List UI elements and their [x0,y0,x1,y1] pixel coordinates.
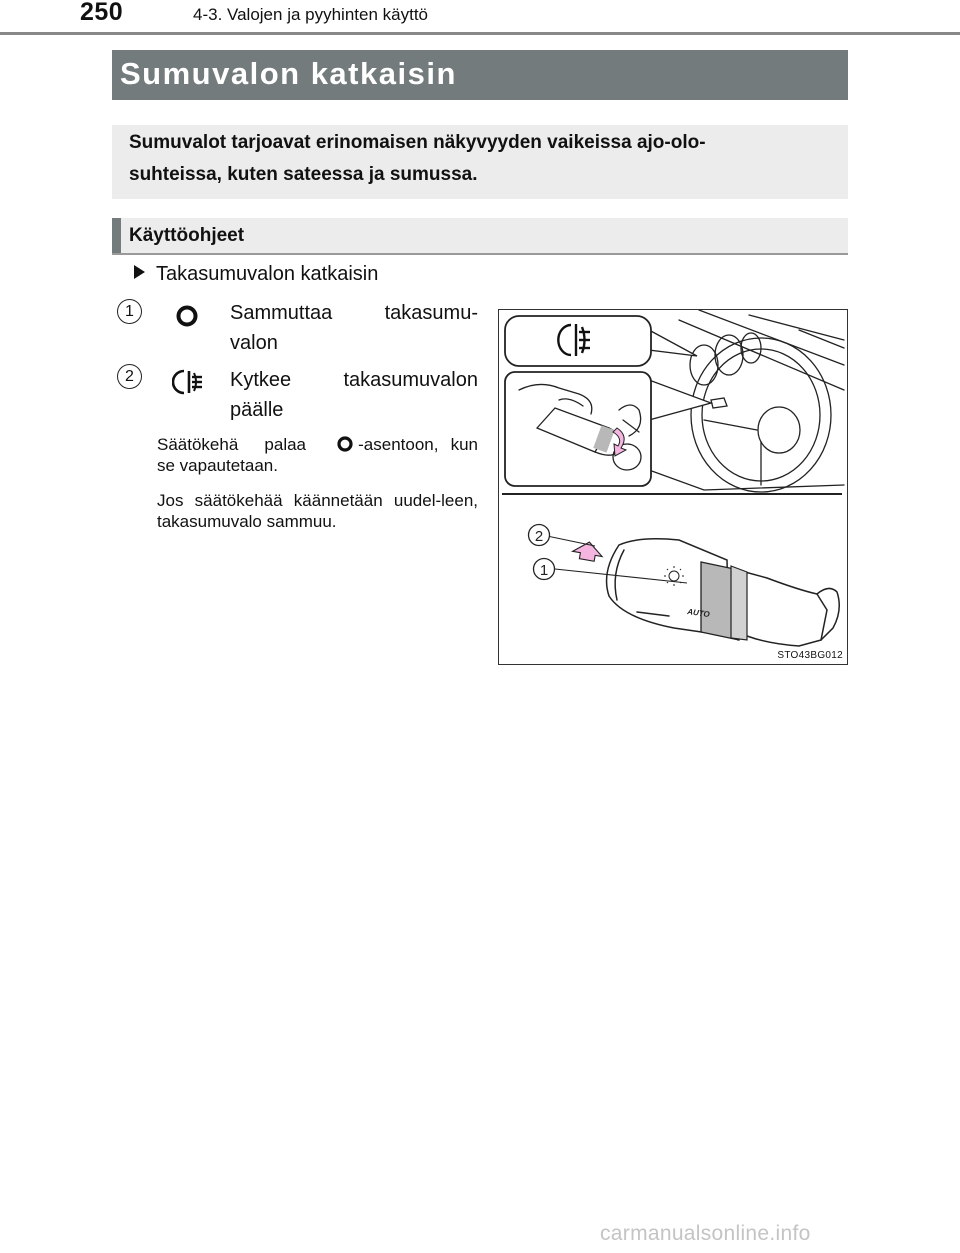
callout-number-2: 2 [534,528,544,545]
rear-fog-light-icon [172,367,206,397]
note-1-end: -asentoon, kun se vapautetaan. [157,435,479,475]
step-text-2: Kytkee takasumuvalon päälle [230,369,478,421]
step-text-1: Sammuttaa takasumu-valon [230,302,478,354]
note-1-start: Säätökehä palaa [157,435,307,454]
triangle-bullet-icon [134,265,145,279]
subhead-title: Käyttöohjeet [129,225,245,246]
header-rule [0,32,960,35]
off-ring-inline-icon [334,435,356,453]
step-number-2: 2 [117,364,142,389]
subhead-bar [112,218,848,255]
watermark-link[interactable]: carmanualsonline.info [600,1222,811,1245]
page-number: 250 [80,0,124,26]
item-heading [134,263,378,286]
step-number-1: 1 [117,299,142,324]
illustration [498,309,848,665]
callout-number-1: 1 [539,562,549,579]
switch-auto-label: AUTO [686,607,711,620]
off-ring-icon [174,303,200,329]
illustration-code: STO43BG012 [777,650,843,661]
callout-line-1 [555,569,687,583]
sun-icon [664,566,684,586]
subhead-marker [112,218,121,253]
note-2: Jos säätökehää käännetään uudel-leen, takasumuvalo sammuu. [157,491,478,531]
callout-pointer [649,330,697,356]
item-heading-text: Takasumuvalon katkaisin [156,263,379,285]
push-arrow-icon [571,540,604,563]
intro-line-1: Sumuvalot tarjoavat erinomaisen näkyvyyden vaikeissa ajo-olo- [129,132,706,153]
callout-line-2 [547,536,595,546]
page-title: Sumuvalon katkaisin [112,50,848,100]
intro-line-2: suhteissa, kuten sateessa ja sumussa. [129,164,478,185]
intro-box [112,125,848,199]
section-breadcrumb: 4-3. Valojen ja pyyhinten käyttö [193,5,428,24]
dashboard-drawing [499,310,846,663]
note-1 [157,434,478,476]
ring-inner-band [731,566,747,640]
fog-symbol-bubble [505,316,651,366]
hand-bubble [505,372,651,486]
